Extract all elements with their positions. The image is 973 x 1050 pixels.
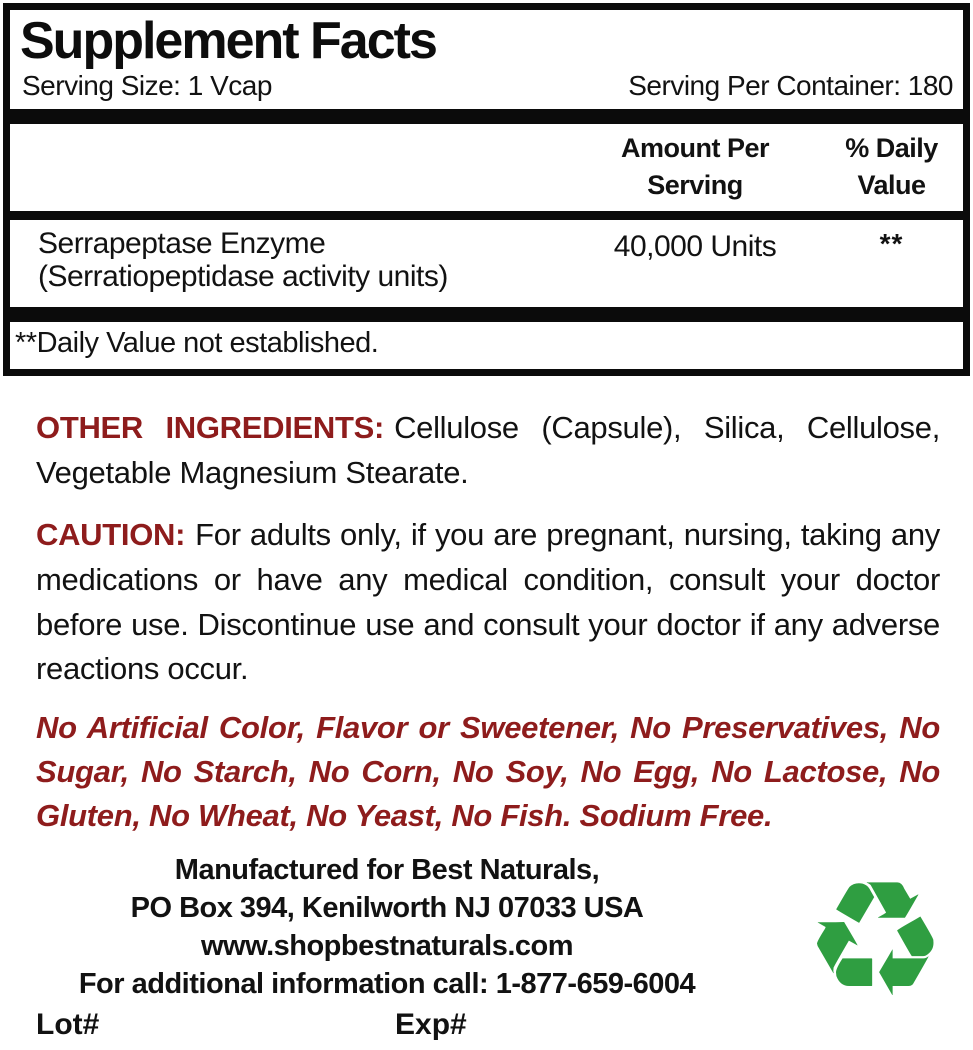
ingredient-dv: ** xyxy=(879,228,904,260)
ingredient-name: Serrapeptase Enzyme xyxy=(38,227,326,261)
lot-exp-row xyxy=(0,1008,973,1050)
ingredient-subname: (Serratiopeptidase activity units) xyxy=(38,259,448,293)
ingredient-name-cell xyxy=(10,228,570,293)
exp-date-label: Exp# xyxy=(395,1007,467,1041)
servings-per-container: Serving Per Container: 180 xyxy=(628,69,953,101)
divider-thin xyxy=(10,211,963,220)
daily-value-header: % Daily Value xyxy=(845,133,938,200)
divider-thick-bottom xyxy=(10,307,963,322)
caution-paragraph xyxy=(36,513,940,692)
serving-size: Serving Size: 1 Vcap xyxy=(22,69,272,101)
phone-line: For additional information call: 1-877-659-6004 xyxy=(78,967,696,1000)
dv-footnote: **Daily Value not established. xyxy=(15,327,379,360)
amount-per-serving-header: Amount Per Serving xyxy=(620,133,769,200)
address-line: PO Box 394, Kenilworth NJ 07033 USA xyxy=(130,891,644,924)
column-headers xyxy=(10,124,963,211)
manufacturer-block xyxy=(36,852,738,1004)
other-ingredients-text: Cellulose (Capsule), Silica, Cellulose, Vegetable Magnesium Stearate. xyxy=(36,410,941,490)
other-ingredients-paragraph xyxy=(36,406,940,495)
divider-thick-top xyxy=(10,109,963,124)
ingredient-row xyxy=(10,220,963,307)
lot-number-label: Lot# xyxy=(36,1007,100,1041)
ingredient-amount: 40,000 Units xyxy=(613,230,777,264)
manufacturer-line: Manufactured for Best Naturals, xyxy=(174,853,600,886)
caution-text: For adults only, if you are pregnant, nursing, taking any medications or have any medical condition, consult your doctor before use. Discontinue use and consult your doctor if any adverse reactions occur. xyxy=(36,517,940,687)
panel-title: Supplement Facts xyxy=(20,12,436,70)
other-ingredients-label: OTHER INGREDIENTS: xyxy=(36,410,385,446)
claims-paragraph: No Artificial Color, Flavor or Sweetener, No Preservatives, No Sugar, No Starch, No Corn, No Soy, No Egg, No Lactose, No Gluten, No Wheat, No Yeast, No Fish. Sodium Free. xyxy=(36,709,940,833)
website-line: www.shopbestnaturals.com xyxy=(200,929,574,962)
recycle-icon: ♻ xyxy=(803,849,947,1029)
supplement-facts-panel xyxy=(3,3,970,376)
serving-row xyxy=(10,69,963,110)
caution-label: CAUTION: xyxy=(36,517,186,553)
footer xyxy=(0,849,973,1050)
supplement-label xyxy=(0,3,973,1041)
